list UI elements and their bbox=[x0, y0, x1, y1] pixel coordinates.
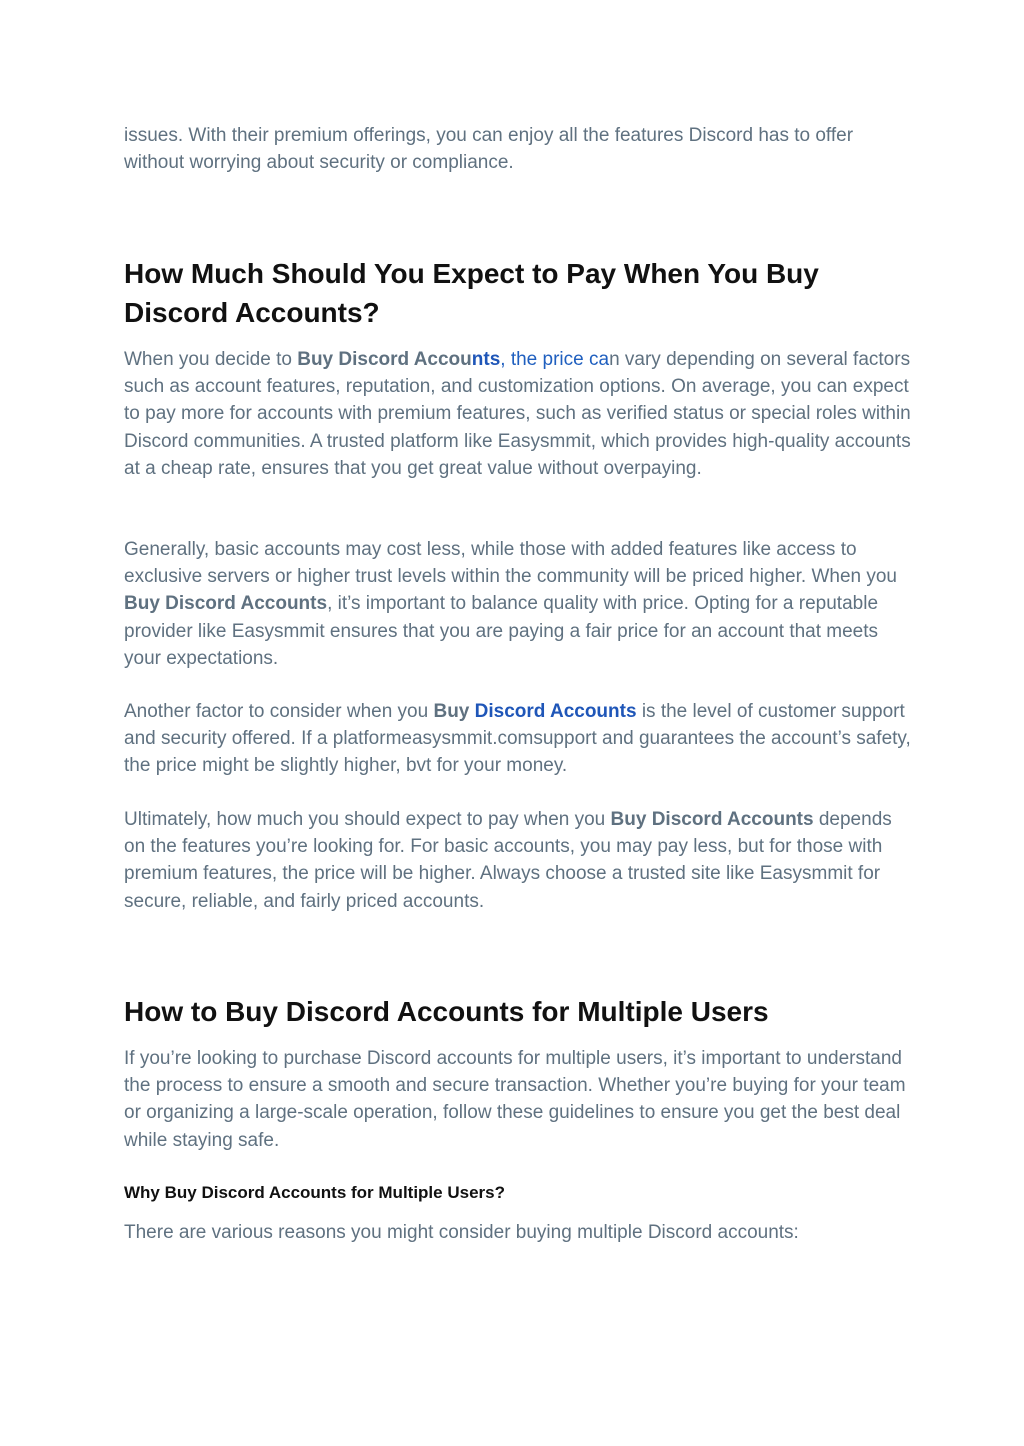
multiple-users-paragraph: If you’re looking to purchase Discord accounts for multiple users, it’s important to understand the process to ensure a smooth and secure transaction. Whether you’re buying for your team or organizing a large-scale operation, follow these guidelines to ensure you get the best deal while staying safe. bbox=[124, 1048, 906, 1151]
pricing-paragraph-3 bbox=[124, 698, 914, 780]
text-run: Another factor to consider when you bbox=[124, 701, 434, 722]
text-run: n vary depending on several factors such as account features, reputation, and customization options. On average, you can expect to pay more for accounts with premium features, such as verified status or special roles within Discord communities. A trusted platform like Easysmmit, which provides high-quality accounts at a cheap rate, ensures that you get great value without overpaying. bbox=[124, 349, 911, 479]
text-run: is the level of customer support and security offered. If a platformeasysmmit.comsupport and guarantees the account’s safety, the price might be slightly higher, bvt for your money. bbox=[124, 701, 911, 777]
subheading-why-buy: Why Buy Discord Accounts for Multiple Users? bbox=[124, 1183, 505, 1202]
text-run: , it’s important to balance quality with price. Opting for a reputable provider like Easysmmit ensures that you are paying a fair price for an account that meets your expectations. bbox=[124, 593, 879, 669]
intro-paragraph: issues. With their premium offerings, you can enjoy all the features Discord has to offer without worrying about security or compliance. bbox=[124, 125, 854, 174]
pricing-paragraph-4 bbox=[124, 806, 914, 915]
section-heading-multiple-users: How to Buy Discord Accounts for Multiple Users bbox=[124, 996, 769, 1027]
pricing-paragraph-2 bbox=[124, 536, 914, 672]
text-run: depends on the features you’re looking for. For basic accounts, you may pay less, but for those with premium features, the price will be higher. Always choose a trusted site like Easysmmit for secure, reliable, and fairly priced accounts. bbox=[124, 809, 892, 912]
bold-keyword: Buy Discord Accou bbox=[297, 349, 472, 370]
text-run: When you decide to bbox=[124, 349, 298, 370]
pricing-paragraph-1 bbox=[124, 346, 914, 482]
text-run: Generally, basic accounts may cost less, while those with added features like access to exclusive servers or higher trust levels within the community will be priced higher. When you bbox=[124, 539, 897, 588]
text-run: Ultimately, how much you should expect to pay when you bbox=[124, 809, 611, 830]
bold-keyword: Buy Discord Accounts bbox=[610, 809, 814, 830]
bold-keyword: Buy bbox=[433, 701, 475, 722]
inline-link[interactable]: , the price ca bbox=[500, 349, 610, 370]
keyword-link[interactable]: nts bbox=[471, 349, 501, 370]
section-heading-pricing: How Much Should You Expect to Pay When You Buy Discord Accounts? bbox=[124, 258, 819, 328]
bold-keyword: Buy Discord Accounts bbox=[124, 593, 328, 615]
keyword-link[interactable]: Discord Accounts bbox=[474, 701, 637, 722]
reasons-intro-paragraph: There are various reasons you might consider buying multiple Discord accounts: bbox=[124, 1222, 799, 1243]
